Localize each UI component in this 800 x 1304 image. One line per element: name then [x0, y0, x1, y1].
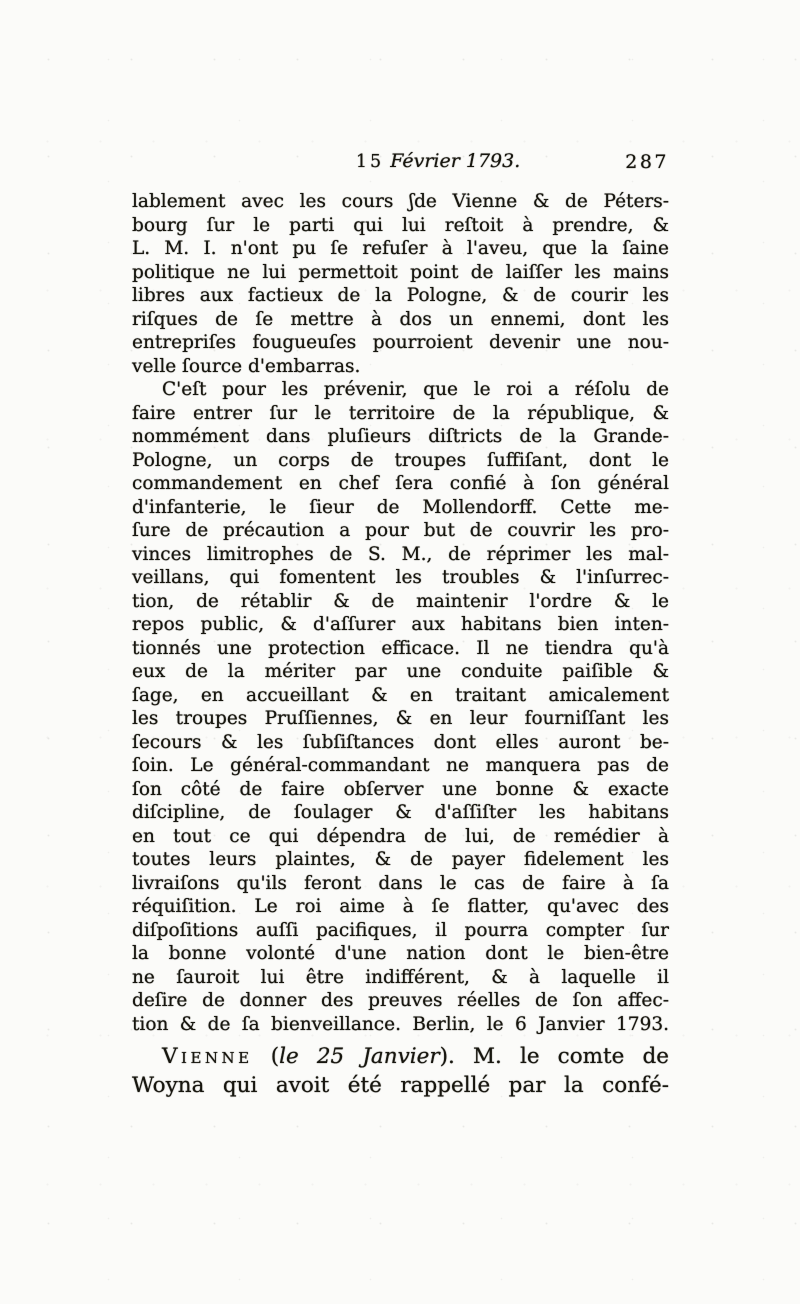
text-line: les troupes Pruſſiennes, & en leur fourniſſant les [132, 708, 669, 729]
text-line: C'eſt pour les prévenir, que le roi a réſolu de [162, 379, 669, 400]
text-line: ſage, en accueillant & en traitant amicalement [132, 684, 669, 706]
text-line: nommément dans pluſieurs diſtricts de la Grande- [132, 426, 669, 447]
text-line: Woyna qui avoit été rappellé par la confé- [132, 1072, 669, 1098]
running-head-month-year: Février 1793. [390, 150, 521, 172]
text-line: diſcipline, de ſoulager & d'aſſiſter les habitans [132, 802, 669, 823]
text-line: repos public, & d'aſſurer aux habitans bien inten- [132, 614, 669, 635]
text-segment: le 25 Janvier [279, 1044, 440, 1069]
text-line: ne ſauroit lui être indifférent, & à laquelle il [132, 966, 669, 988]
running-head-date [356, 150, 520, 172]
text-line [132, 1043, 669, 1072]
text-line: diſpoſitions auſſi pacifiques, il pourra compter ſur [132, 919, 669, 941]
text-line: tion, de rétablir & de maintenir l'ordre & le [132, 590, 669, 612]
text-line: ſure de précaution a pour but de couvrir les pro- [132, 520, 669, 541]
text-line: lablement avec les cours ʃde Vienne & de Péters- [132, 191, 669, 212]
paragraph [132, 378, 669, 1036]
text-segment: ). M. le comte de [439, 1044, 670, 1069]
text-line: tion & de ſa bienveillance. Berlin, le 6 Janvier 1793. [132, 1013, 669, 1035]
text-line: Pologne, un corps de troupes ſuffiſant, dont le [132, 449, 669, 471]
text-line: riſques de ſe mettre à dos un ennemi, dont les [132, 308, 669, 330]
running-head-day: 15 [355, 152, 385, 172]
text-line: entrepriſes fougueuſes pourroient devenir une nou- [132, 332, 669, 353]
page-header [132, 150, 669, 190]
text-line: libres aux factieux de la Pologne, & de courir les [132, 285, 669, 306]
text-line: veillans, qui fomentent les troubles & l'inſurrec- [132, 567, 669, 588]
text-line: deſire de donner des preuves réelles de ſon affec- [132, 990, 669, 1011]
text-line: toutes leurs plaintes, & de payer fidelement les [132, 849, 669, 870]
text-block [132, 150, 669, 1100]
text-line: d'infanterie, le ſieur de Mollendorff. Cette me- [132, 496, 669, 518]
text-line: vinces limitrophes de S. M., de réprimer les mal- [132, 543, 669, 565]
text-line: réquiſition. Le roi aime à ſe flatter, qu'avec des [132, 896, 669, 917]
text-line: faire entrer ſur le territoire de la république, & [132, 402, 669, 424]
text-line: bourg ſur le parti qui lui reſtoit à prendre, & [132, 214, 669, 236]
text-line: ſoin. Le général-commandant ne manquera pas de [132, 755, 669, 776]
paragraph [132, 1043, 669, 1100]
paragraph [132, 190, 669, 378]
paragraphs [132, 190, 669, 1100]
text-line: la bonne volonté d'une nation dont le bien-être [132, 943, 669, 964]
text-line: commandement en chef ſera confié à ſon général [132, 473, 669, 494]
text-line: politique ne lui permettoit point de laiſſer les mains [132, 261, 669, 283]
text-line: L. M. I. n'ont pu ſe refuſer à l'aveu, que la ſaine [132, 238, 669, 259]
text-line: ſecours & les ſubſiſtances dont elles auront be- [132, 731, 669, 753]
text-line: tionnés une protection efficace. Il ne tiendra qu'à [132, 637, 669, 659]
text-segment: ( [252, 1044, 280, 1069]
text-line: eux de la mériter par une conduite paiſible & [132, 661, 669, 682]
dateline-city: Vienne [162, 1044, 253, 1069]
text-line: velle ſource d'embarras. [132, 355, 361, 377]
text-line: en tout ce qui dépendra de lui, de remédier à [132, 825, 669, 847]
text-line: livraiſons qu'ils feront dans le cas de faire à ſa [132, 872, 669, 894]
page-number: 287 [625, 151, 669, 173]
text-line: ſon côté de faire obſerver une bonne & exacte [132, 778, 669, 800]
